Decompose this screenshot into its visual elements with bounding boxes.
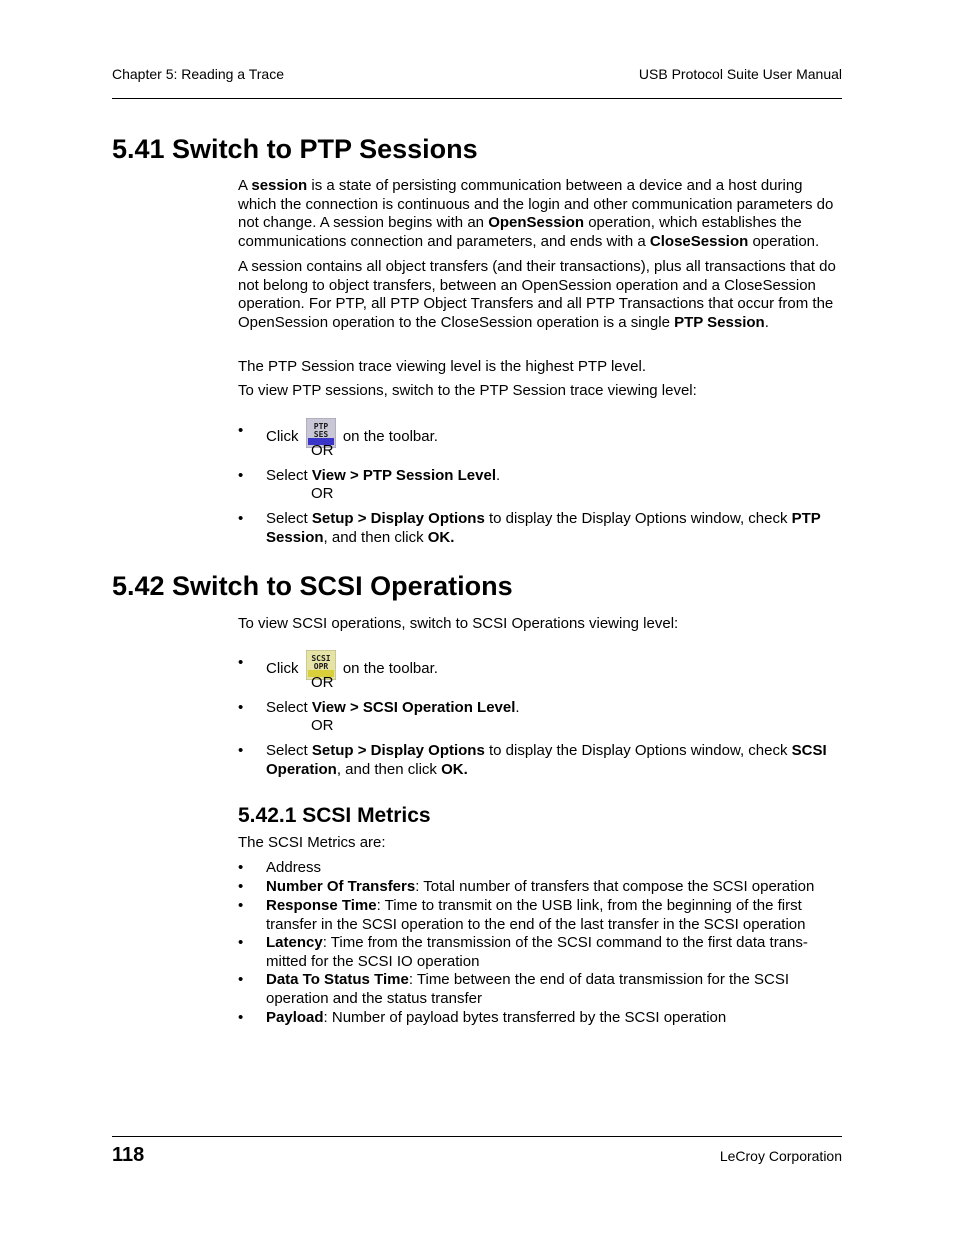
paragraph-view-ptp-instructions: To view PTP sessions, switch to the PTP Session trace viewing level: [238, 382, 697, 399]
metric-description: Payload: Number of payload bytes transferred by the SCSI operation [266, 1009, 727, 1026]
or-separator: OR [311, 442, 334, 459]
paragraph-scsi-metrics-intro: The SCSI Metrics are: [238, 834, 386, 851]
running-header-manual: USB Protocol Suite User Manual [638, 66, 842, 82]
select-display-options-ptp: Select Setup > Display Options to display the Display Options window, check PTP Session, and then click OK. [266, 510, 821, 546]
or-separator: OR [311, 485, 334, 502]
scsi-icon-bottom-text: OPR [313, 662, 328, 671]
toolbar-suffix: on the toolbar. [342, 659, 438, 677]
paragraph-session-contents: A session contains all object transfers (and their transactions), plus all transactions that do not belong to object transfers, between an OpenSession operation and a CloseSession operation. For PTP, all PTP Object Transfers and all PTP Transactions that occur from the OpenSession operation to the CloseSession operation is a single PTP Session. [238, 258, 836, 332]
section-5-42-title: 5.42 Switch to SCSI Operations [112, 571, 513, 601]
bullet-dot: • [238, 422, 244, 439]
paragraph-view-scsi-instructions: To view SCSI operations, switch to SCSI Operations viewing level: [238, 615, 679, 632]
metric-description: Latency: Time from the transmission of the SCSI command to the first data trans-mitted for the SCSI IO operation [266, 934, 808, 970]
select-view-ptp-session-level: Select View > PTP Session Level. [266, 467, 501, 484]
bullet-dot: • [238, 897, 244, 914]
metric-description: Data To Status Time: Time between the end of data transmission for the SCSI operation and the status transfer [266, 971, 790, 1007]
running-header-chapter: Chapter 5: Reading a Trace [112, 66, 284, 82]
footer-rule [112, 1136, 842, 1137]
bullet-dot: • [238, 934, 244, 951]
bullet-dot: • [238, 699, 244, 716]
or-separator: OR [311, 717, 334, 734]
toolbar-suffix: on the toolbar. [342, 427, 438, 445]
bullet-dot: • [238, 1009, 244, 1026]
click-label: Click [266, 659, 299, 677]
bullet-dot: • [238, 654, 244, 671]
bullet-dot: • [238, 971, 244, 988]
metric-description: Number Of Transfers: Total number of transfers that compose the SCSI operation [266, 878, 815, 895]
section-5-41-title: 5.41 Switch to PTP Sessions [112, 134, 478, 164]
section-5-42-1-title: 5.42.1 SCSI Metrics [238, 804, 431, 827]
select-view-scsi-operation-level: Select View > SCSI Operation Level. [266, 699, 520, 716]
bullet-dot: • [238, 510, 244, 527]
click-label: Click [266, 427, 299, 445]
bullet-dot: • [238, 859, 244, 876]
select-display-options-scsi: Select Setup > Display Options to display the Display Options window, check SCSI Operation, and then click OK. [266, 742, 827, 778]
ptp-icon-top-text: PTP [313, 422, 328, 431]
footer-company: LeCroy Corporation [719, 1148, 842, 1164]
metric-description: Address [266, 859, 322, 876]
paragraph-session-definition: A session is a state of persisting communication between a device and a host during which the connection is continuous and the login and other communication parameters do not change. A session begins with an OpenSession operation, which establishes the communications connection and parameters, and ends with a CloseSession operation. [238, 177, 834, 251]
bullet-dot: • [238, 878, 244, 895]
scsi-icon-top-text: SCSI [311, 654, 331, 663]
bullet-dot: • [238, 742, 244, 759]
header-rule [112, 98, 842, 99]
metric-description: Response Time: Time to transmit on the USB link, from the beginning of the first transfer in the SCSI operation to the end of the last transfer in the SCSI operation [266, 897, 806, 933]
page-number: 118 [112, 1144, 145, 1166]
paragraph-session-level: The PTP Session trace viewing level is the highest PTP level. [238, 358, 646, 375]
ptp-icon-bottom-text: SES [313, 430, 328, 439]
bullet-dot: • [238, 467, 244, 484]
or-separator: OR [311, 674, 334, 691]
